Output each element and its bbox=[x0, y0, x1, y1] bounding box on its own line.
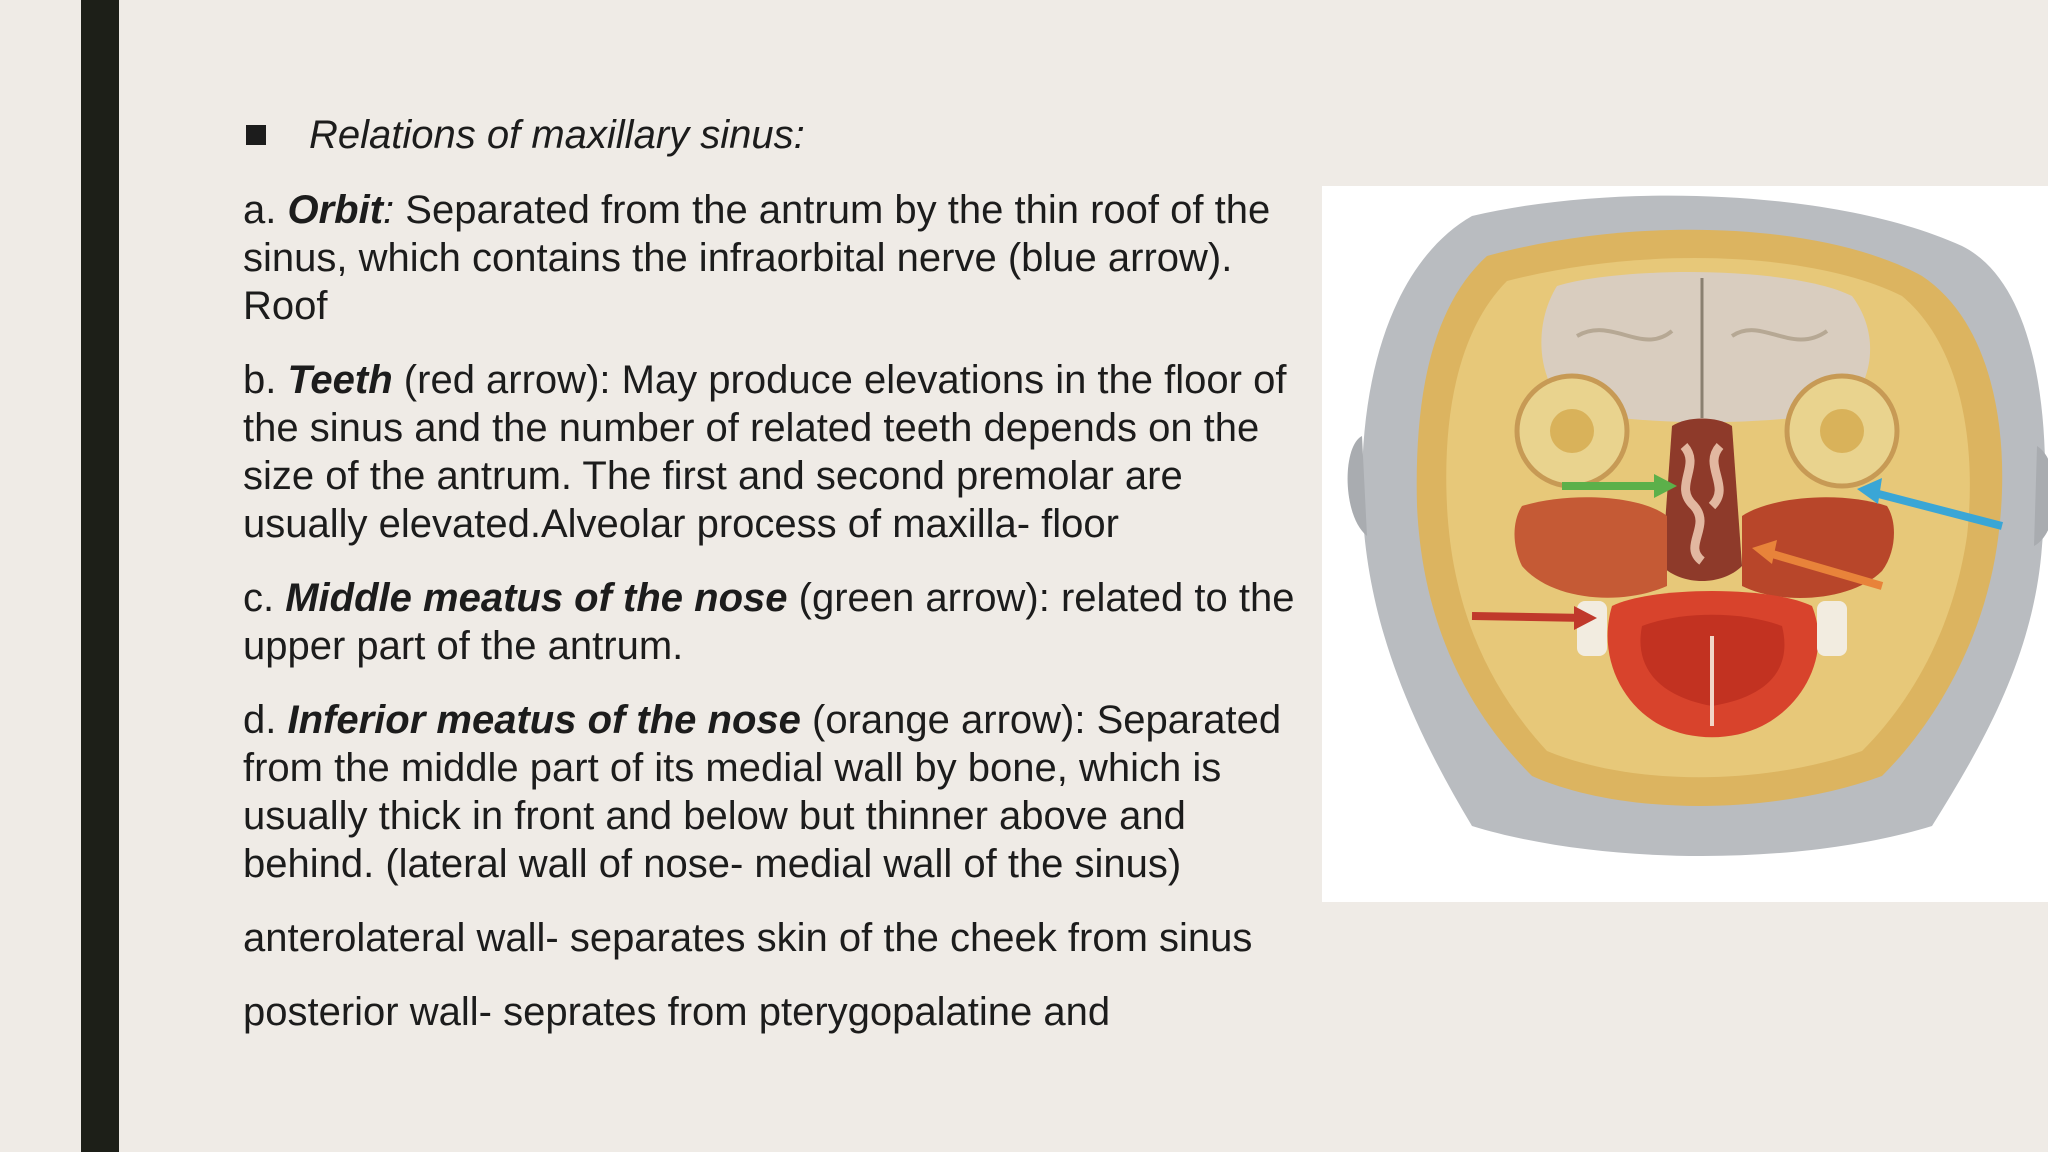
anterolateral-wall-text: anterolateral wall- separates skin of the cheek from sinus bbox=[243, 916, 1253, 960]
slide-content bbox=[243, 104, 1313, 1062]
coronal-head-section-figure bbox=[1322, 186, 2048, 902]
item-term: Teeth bbox=[287, 358, 393, 402]
relation-item-teeth bbox=[243, 356, 1313, 548]
item-prefix: a. bbox=[243, 188, 288, 232]
item-prefix: b. bbox=[243, 358, 288, 402]
left-accent-bar bbox=[81, 0, 119, 1152]
relation-item-inferior-meatus bbox=[243, 696, 1313, 888]
item-term: Inferior meatus of the nose bbox=[287, 698, 801, 742]
relation-item-orbit bbox=[243, 186, 1313, 330]
item-text: (orange arrow): Separated from the middle part of its medial wall by bone, which is usually thick in front and below but thinner above and behind. (lateral wall of nose- medial wall of the sinus) bbox=[243, 698, 1282, 886]
item-term: Middle meatus of the nose bbox=[285, 576, 788, 620]
item-text: Separated from the antrum by the thin roof of the sinus, which contains the infraorbital nerve (blue arrow). Roof bbox=[243, 188, 1271, 328]
heading-row bbox=[243, 104, 1313, 166]
item-prefix: d. bbox=[243, 698, 288, 742]
item-text: (green arrow): related to the upper part of the antrum. bbox=[243, 576, 1295, 668]
anatomy-illustration bbox=[1322, 186, 2048, 902]
item-term: Orbit bbox=[287, 188, 384, 232]
item-term-suffix: : bbox=[383, 188, 395, 232]
square-bullet-icon bbox=[246, 125, 266, 145]
relation-item-middle-meatus bbox=[243, 574, 1313, 670]
posterior-wall-text: posterior wall- seprates from pterygopalatine and bbox=[243, 990, 1111, 1034]
item-prefix: c. bbox=[243, 576, 286, 620]
slide-heading: Relations of maxillary sinus: bbox=[309, 113, 805, 157]
item-text: (red arrow): May produce elevations in the floor of the sinus and the number of related teeth depends on the size of the antrum. The first and second premolar are usually elevated.Alveolar process of maxilla- floor bbox=[243, 358, 1287, 546]
